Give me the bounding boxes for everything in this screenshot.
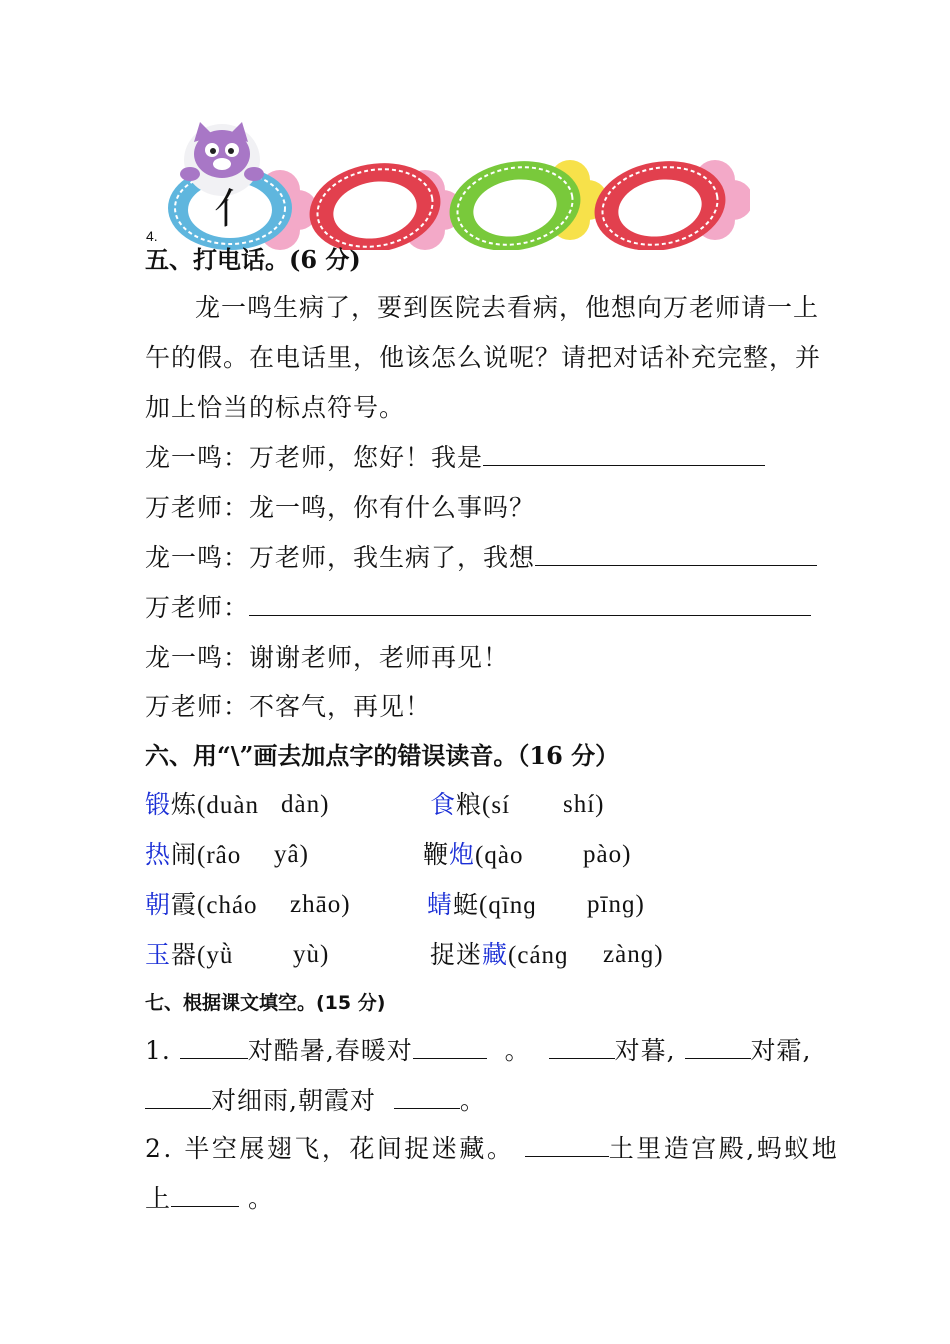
dialog-text: 万老师： (145, 593, 250, 622)
word-rest: 器 (171, 940, 198, 969)
dialog-line-3 (145, 543, 817, 573)
question-1-line-2 (145, 1086, 486, 1116)
pinyin-option[interactable]: zànɡ) (603, 941, 664, 968)
question-text: 半空展翅飞，花间捉迷藏。 (184, 1134, 515, 1163)
section5-intro-2: 午的假。在电话里，他该怎么说呢？请把对话补充完整，并 (145, 343, 822, 372)
word-rest: 霞 (171, 890, 198, 919)
dotted-char: 锻 (145, 790, 172, 819)
section6-heading: 六、用“\”画去加点字的错误读音。（16 分） (145, 741, 620, 770)
dialog-line-4 (145, 593, 811, 623)
answer-blank[interactable] (171, 1184, 239, 1207)
question-2-line-2 (145, 1184, 274, 1214)
question-1-line-1 (145, 1036, 811, 1066)
section5-intro-1: 龙一鸣生病了，要到医院去看病，他想向万老师请一上 (195, 293, 820, 322)
answer-blank[interactable] (180, 1036, 248, 1059)
pinyin-item (430, 940, 569, 971)
answer-blank[interactable] (145, 1086, 211, 1109)
question-number: 1. (145, 1036, 171, 1065)
dialog-text: 龙一鸣：万老师，我生病了，我想 (145, 543, 536, 572)
answer-blank[interactable] (685, 1036, 751, 1059)
question-text: 对细雨,朝霞对 (211, 1086, 376, 1115)
answer-blank[interactable] (535, 543, 817, 566)
word-rest: 粮 (456, 790, 483, 819)
dotted-char: 炮 (449, 840, 476, 869)
question-text: 对暮, (614, 1036, 676, 1065)
pinyin-item (430, 790, 510, 821)
pinyin-item (145, 790, 259, 821)
question-text: 上 (145, 1184, 172, 1213)
dialog-line-1 (145, 443, 765, 473)
dotted-char: 玉 (145, 940, 172, 969)
item-number: 4. (146, 228, 158, 244)
word-rest: 闹 (171, 840, 198, 869)
question-2-line-1 (145, 1134, 839, 1164)
question-text: 。 (247, 1184, 274, 1213)
pinyin-option[interactable]: dàn) (281, 791, 330, 818)
question-text: 对霜, (750, 1036, 812, 1065)
pinyin-option[interactable]: yù) (293, 941, 330, 968)
pinyin-option[interactable]: pīnɡ) (587, 891, 645, 918)
word-prefix: 捉迷 (430, 940, 483, 969)
pinyin-item (427, 890, 537, 921)
pinyin-option[interactable]: shí) (563, 791, 605, 818)
pinyin-option[interactable]: (sí (482, 792, 511, 819)
dotted-char: 蜻 (427, 890, 454, 919)
dotted-char: 朝 (145, 890, 172, 919)
section5-intro-3: 加上恰当的标点符号。 (145, 393, 406, 422)
word-prefix: 鞭 (423, 840, 450, 869)
answer-blank[interactable] (549, 1036, 615, 1059)
dotted-char: 藏 (482, 940, 509, 969)
section5-heading: 五、打电话。(6 分) (145, 245, 361, 274)
pinyin-option[interactable]: (yǜ (197, 942, 234, 969)
question-text: 土里造宫殿,蚂蚁地 (608, 1134, 840, 1163)
pinyin-item (145, 840, 241, 871)
pinyin-option[interactable]: (cánɡ (508, 942, 569, 969)
pinyin-option[interactable]: (qīnɡ (479, 892, 537, 919)
answer-blank[interactable] (483, 443, 765, 466)
pinyin-item (423, 840, 523, 871)
pinyin-option[interactable]: zhāo) (290, 891, 351, 918)
pinyin-option[interactable]: (duàn (197, 792, 259, 819)
answer-blank[interactable] (525, 1134, 609, 1157)
dialog-text: 龙一鸣：万老师，您好！我是 (145, 443, 484, 472)
dotted-char: 食 (430, 790, 457, 819)
pinyin-option[interactable]: (qào (475, 842, 524, 869)
dialog-line-6: 万老师：不客气，再见！ (145, 692, 432, 721)
word-rest: 炼 (171, 790, 198, 819)
question-text: 对酷暑,春暖对 (247, 1036, 413, 1065)
answer-blank[interactable] (394, 1086, 460, 1109)
pinyin-option[interactable]: yâ) (274, 841, 309, 868)
answer-blank[interactable] (249, 593, 811, 616)
dialog-line-5: 龙一鸣：谢谢老师，老师再见！ (145, 643, 510, 672)
word-rest: 蜓 (453, 890, 480, 919)
question-text: 。 (459, 1086, 486, 1115)
question-text: 。 (504, 1036, 531, 1065)
pinyin-option[interactable]: pào) (583, 841, 632, 868)
dialog-line-2: 万老师：龙一鸣，你有什么事吗？ (145, 493, 536, 522)
question-number: 2. (145, 1134, 174, 1163)
pinyin-option[interactable]: (cháo (197, 892, 258, 919)
pinyin-item (145, 940, 233, 971)
section7-heading: 七、根据课文填空。(15 分) (145, 992, 386, 1014)
pinyin-option[interactable]: (râo (197, 842, 242, 869)
answer-blank[interactable] (413, 1036, 487, 1059)
frame-character: 亻 (214, 184, 257, 233)
pinyin-item (145, 890, 258, 921)
dotted-char: 热 (145, 840, 172, 869)
